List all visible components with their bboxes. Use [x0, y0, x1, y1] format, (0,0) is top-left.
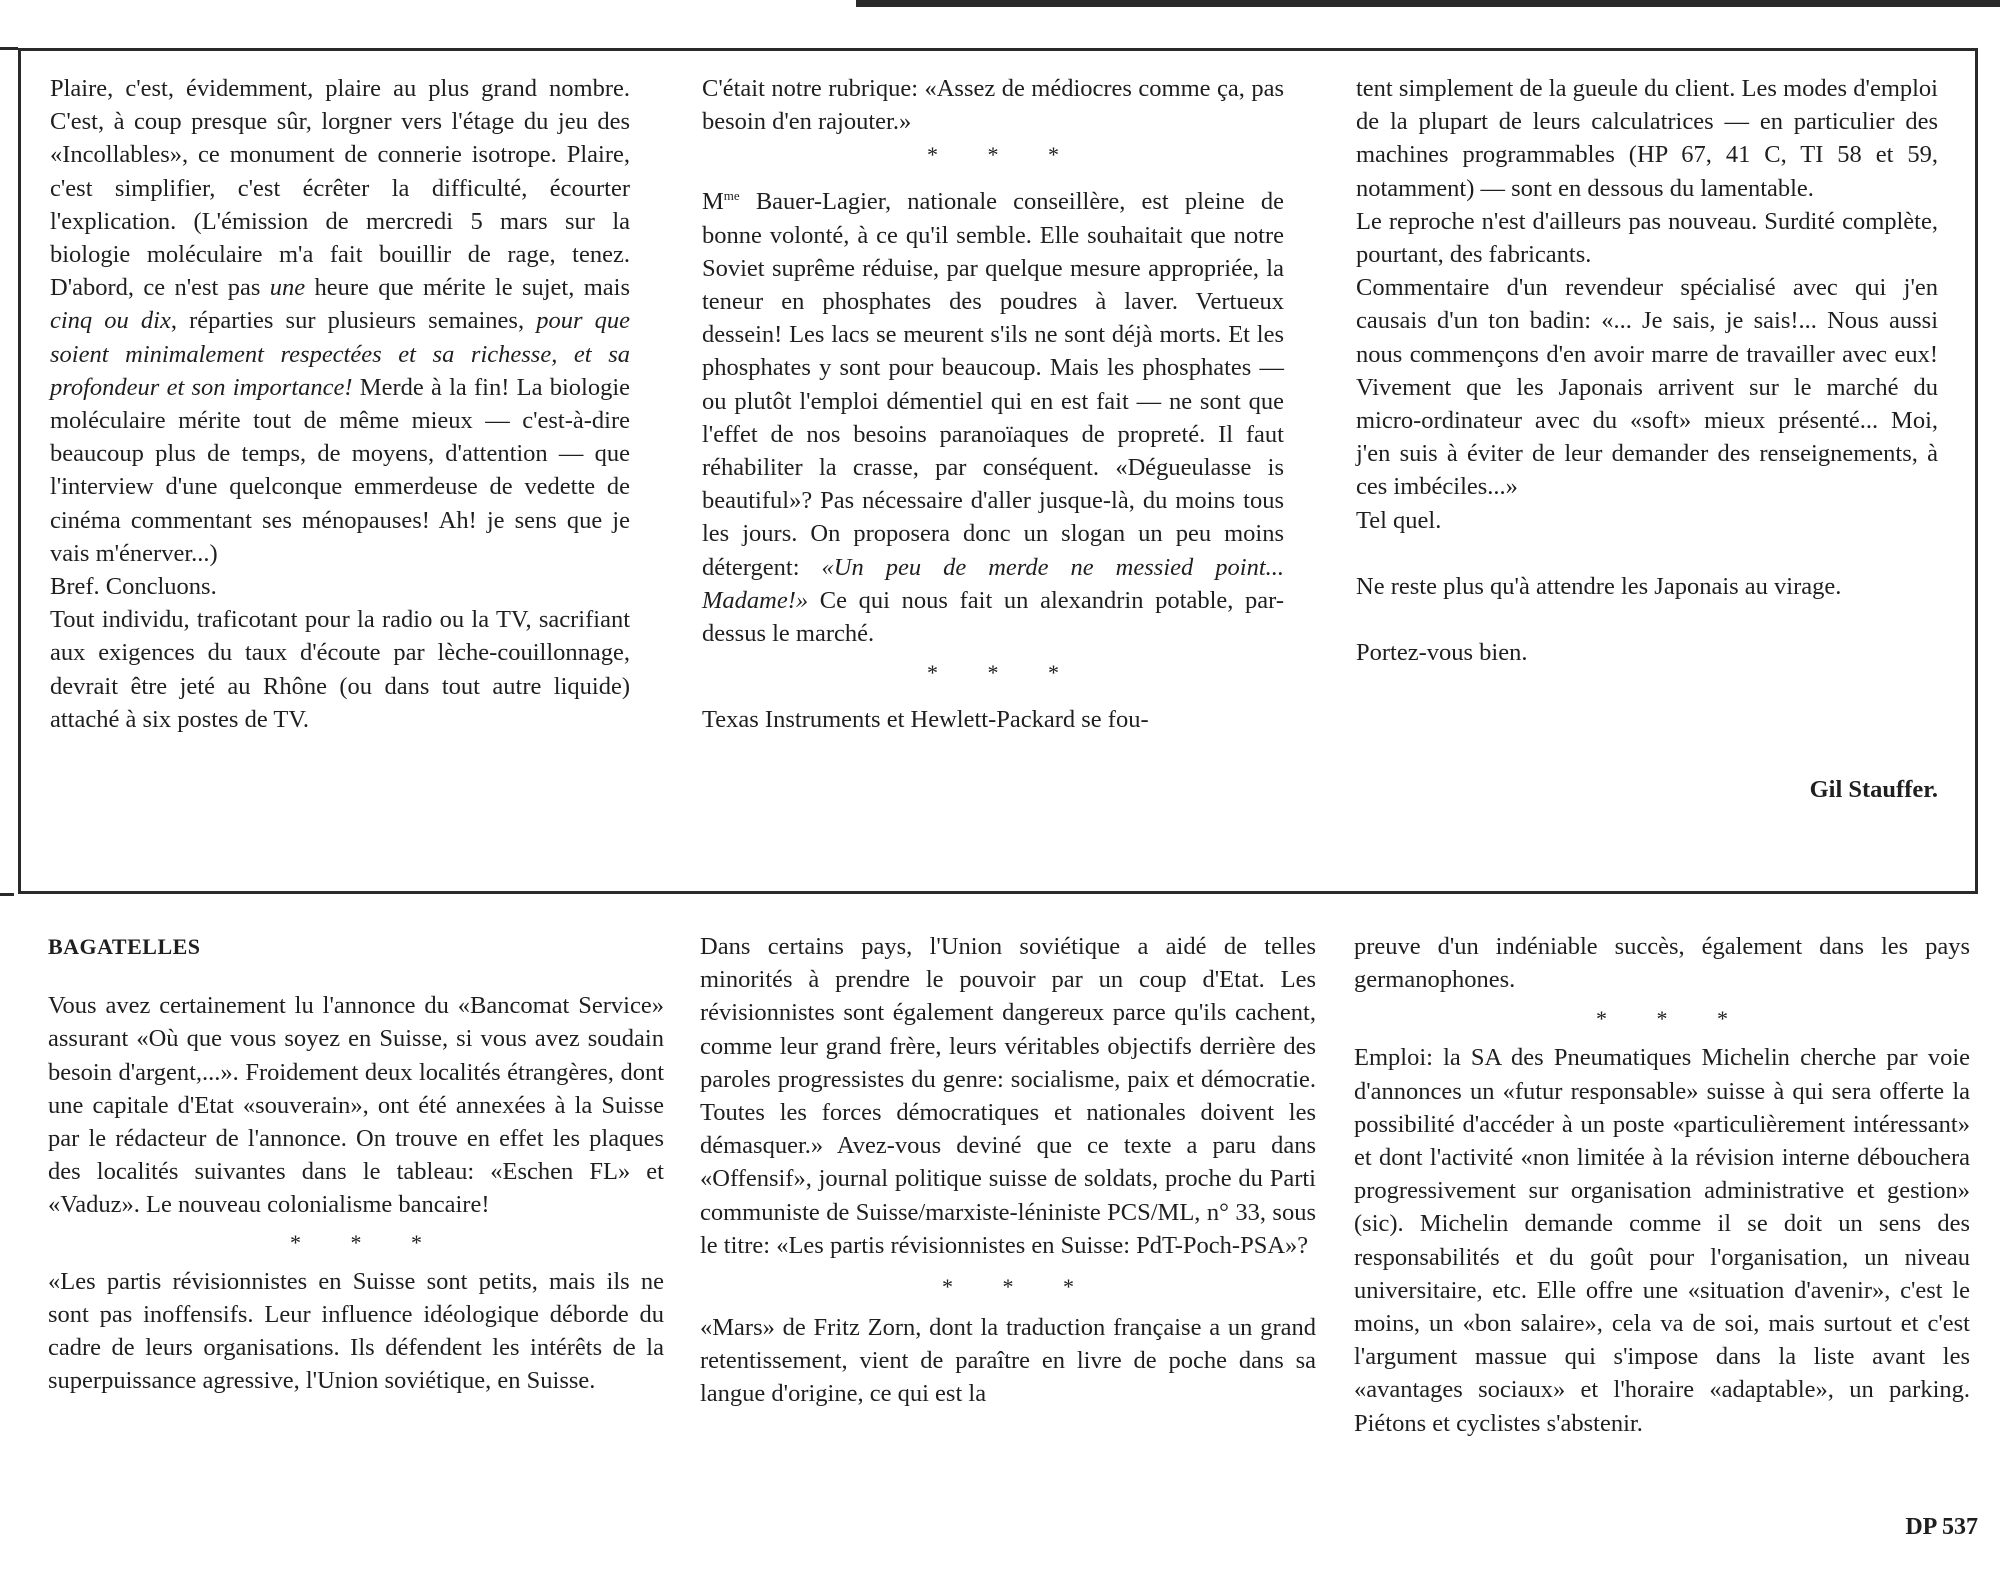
section-separator: * * * — [927, 660, 1081, 686]
upper-col3-paragraph-2: Le reproche n'est d'ailleurs pas nouveau. Surdité complète, pourtant, des fabricants. — [1356, 207, 1938, 269]
lower-col2-paragraph-1: Dans certains pays, l'Union soviétique a aidé de telles minorités à prendre le pouvoir par un coup d'Etat. Les révisionnistes sont également dangereux parce qu'ils cachent, comme leur grand frère, leurs véritables objectifs derrière des paroles progressistes du genre: socialisme, paix et démocratie. Toutes les forces démocratiques et nationales doivent les démasquer.» Avez-vous deviné que ce texte a paru dans «Offensif», journal politique suisse de soldats, proche du Parti communiste de Suisse/marxiste-léniniste PCS/ML, n° 33, sous le titre: «Les partis révisionnistes en Suisse: PdT-Poch-PSA»? — [700, 933, 1316, 1259]
left-rule-upper — [0, 47, 18, 50]
upper-col2-paragraph-1: C'était notre rubrique: «Assez de médiocres comme ça, pas besoin d'en rajouter.» — [702, 75, 1284, 136]
page-number: DP 537 — [1905, 1514, 1978, 1540]
upper-col1-paragraph-1: Plaire, c'est, évidemment, plaire au plus grand nombre. C'est, à coup presque sûr, lorgner vers l'étage du jeu des «Incollables», ce monument de connerie isotrope. Plaire, c'est simplifier, c'est écrêter la difficulté, écourter l'explication. (L'émission de mercredi 5 mars sur la biologie moléculaire m'a fait bouillir de rage, tenez. D'abord, ce n'est pas une heure que mérite le sujet, mais cinq ou dix, réparties sur plusieurs semaines, pour que soient minimalement respectées et sa richesse, et sa profondeur et son importance! Merde à la fin! La biologie moléculaire mérite tout de même mieux — c'est-à-dire beaucoup plus de temps, de moyens, d'attention — que l'interview d'une quelconque emmerdeuse de vedette de cinéma commentant ses ménopauses! Ah! je sens que je vais m'énerver...) — [50, 75, 630, 567]
section-separator: * * * — [1596, 1006, 1750, 1032]
lower-col3-paragraph-1: preuve d'un indéniable succès, également dans les pays germanophones. — [1354, 933, 1970, 994]
left-rule-lower — [0, 893, 14, 896]
section-separator: * * * — [290, 1229, 444, 1255]
section-separator: * * * — [942, 1274, 1096, 1300]
upper-column-3 — [1356, 72, 1938, 806]
upper-col3-paragraph-6: Portez-vous bien. — [1356, 639, 1528, 667]
upper-col3-paragraph-3: Commentaire d'un revendeur spécialisé avec qui j'en causais d'un ton badin: «... Je sais, je sais!... Nous aussi nous commençons d'en avoir marre de travailler avec eux! Vivement que les Japonais arrivent sur le marché du micro-ordinateur avec du «soft» mieux présenté... Moi, j'en suis à éviter de leur demander des renseignements, à ces imbéciles...» — [1356, 274, 1938, 501]
upper-col3-paragraph-5: Ne reste plus qu'à attendre les Japonais au virage. — [1356, 572, 1842, 600]
lower-column-2 — [700, 930, 1316, 1411]
top-rule — [856, 0, 2000, 7]
upper-column-1 — [50, 72, 630, 736]
lower-col1-paragraph-1: Vous avez certainement lu l'annonce du «Bancomat Service» assurant «Où que vous soyez en Suisse, si vous avez soudain besoin d'argent,...». Froidement deux localités étrangères, dont une capitale d'Etat «souverain», ont été annexées à la Suisse par le rédacteur de l'annonce. On trouve en effet les plaques des localités suivantes dans le tableau: «Eschen FL» et «Vaduz». Le nouveau colonialisme bancaire! — [48, 992, 664, 1219]
lower-column-1 — [48, 930, 664, 1397]
upper-col3-paragraph-1: tent simplement de la gueule du client. Les modes d'emploi de la plupart de leurs calculatrices — en particulier des machines programmables (HP 67, 41 C, TI 58 et 59, notamment) — sont en dessous du lamentable. — [1356, 75, 1938, 202]
upper-col1-paragraph-2: Bref. Concluons. — [50, 573, 217, 601]
lower-col2-paragraph-2: «Mars» de Fritz Zorn, dont la traduction française a un grand retentissement, vient de paraître en livre de poche dans sa langue d'origine, ce qui est la — [700, 1314, 1316, 1408]
lower-col3-paragraph-2: Emploi: la SA des Pneumatiques Michelin cherche par voie d'annonces un «futur responsable» suisse à qui sera offerte la possibilité d'accéder à un poste «particulièrement intéressant» et dont l'activité «non limitée à la révision interne débouchera progressivement sur organisation administrative et gestion» (sic). Michelin demande comme il se doit un sens des responsabilités et du goût pour l'organisation, un niveau universitaire, etc. Elle offre une «situation d'avenir», c'est le moins, un «bon salaire», cela va de soi, mais surtout et c'est l'argument massue qui s'impose dans la liste avant les «avantages sociaux» et l'horaire «adaptable», un parking. Piétons et cyclistes s'abstenir. — [1354, 1044, 1970, 1437]
section-heading: BAGATELLES — [48, 934, 201, 959]
upper-col2-paragraph-2: $M^{me}$ Bauer-Lagier, nationale conseillère, est pleine de bonne volonté, à ce qu'il semble. Elle souhaitait que notre Soviet suprême réduise, par quelque mesure appropriée, la teneur en phosphates des poudres à laver. Vertueux dessein! Les lacs se meurent s'ils ne sont déjà morts. Et les phosphates y sont pour beaucoup. Mais les phosphates — ou plutôt l'emploi démentiel qui en est fait — ne sont que l'effet de nos besoins paranoïaques de propreté. Il faut réhabiliter la crasse, par conséquent. «Dégueulasse is beautiful»? Pas nécessaire d'aller jusque-là, du moins tous les jours. On proposera donc un slogan un peu moins détergent: «Un peu de merde ne messied point... Madame!» Ce qui nous fait un alexandrin potable, par-dessus le marché. — [702, 188, 1284, 648]
upper-col1-paragraph-3: Tout individu, traficotant pour la radio ou la TV, sacrifiant aux exigences du taux d'écoute par lèche-couillonnage, devrait être jeté au Rhône (ou dans tout autre liquide) attaché à six postes de TV. — [50, 606, 630, 733]
author-signature: Gil Stauffer. — [1809, 776, 1938, 804]
upper-col2-paragraph-3: Texas Instruments et Hewlett-Packard se fou- — [702, 706, 1149, 734]
upper-column-2 — [702, 72, 1284, 736]
upper-col3-paragraph-4: Tel quel. — [1356, 506, 1442, 534]
section-separator: * * * — [927, 142, 1081, 168]
lower-col1-paragraph-2: «Les partis révisionnistes en Suisse sont petits, mais ils ne sont pas inoffensifs. Leur influence idéologique déborde du cadre de leurs organisations. Ils défendent les intérêts de la superpuissance agressive, l'Union soviétique, en Suisse. — [48, 1267, 664, 1395]
lower-column-3 — [1354, 930, 1970, 1440]
